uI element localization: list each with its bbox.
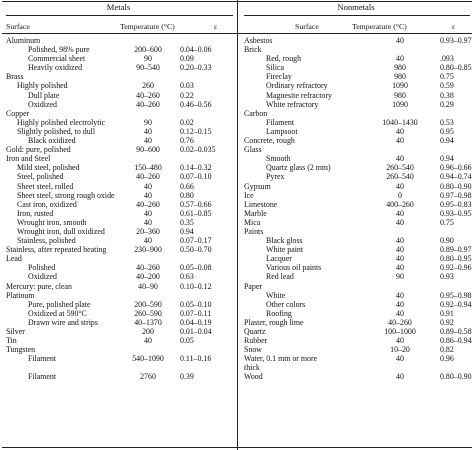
metals-temperature-cell: 40 — [144, 190, 152, 200]
nonmetals-temperature-cell: 40 — [396, 126, 404, 136]
nonmetals-surface-cell: Other colors — [266, 299, 306, 309]
nonmetals-surface-cell: Lacquer — [266, 254, 292, 264]
nonmetals-temperature-cell: 0 — [398, 190, 402, 200]
nonmetals-emissivity-cell: .093 — [440, 54, 454, 64]
metals-row — [6, 272, 234, 281]
nonmetals-row — [244, 100, 472, 109]
nonmetals-row — [244, 272, 472, 281]
nonmetals-surface-cell: Wood — [244, 372, 263, 382]
metals-temperature-cell: 200–600 — [134, 45, 162, 55]
metals-row — [6, 209, 234, 218]
nonmetals-row — [244, 191, 472, 200]
nonmetals-row — [244, 200, 472, 209]
nonmetals-row — [244, 218, 472, 227]
nonmetals-emissivity-cell: 0.38 — [440, 90, 454, 100]
metals-row — [6, 154, 234, 163]
nonmetals-surface-cell: Fireclay — [266, 72, 292, 82]
nonmetals-row — [244, 254, 472, 263]
nonmetals-temperature-cell: 40 — [396, 299, 404, 309]
nonmetals-row — [244, 91, 472, 100]
metals-row — [6, 309, 234, 318]
metals-row — [6, 200, 234, 209]
nonmetals-emissivity-cell: 0.91 — [440, 308, 454, 318]
nonmetals-temperature-cell: 40 — [396, 290, 404, 300]
metals-temperature-cell: 2760 — [140, 372, 156, 382]
nonmetals-emissivity-cell: 0.97–0.98 — [440, 190, 472, 200]
nonmetals-temperature-cell: 40 — [396, 263, 404, 273]
metals-emissivity-cell: 0.46–0.56 — [180, 99, 212, 109]
metals-row — [6, 254, 234, 263]
metals-temperature-cell: 40–260 — [136, 90, 160, 100]
nonmetals-row — [244, 127, 472, 136]
metals-surface-cell: Gold: pure, polished — [6, 145, 71, 155]
nonmetals-surface-cell: Snow — [244, 345, 262, 355]
metals-emissivity-cell: 0.63 — [180, 272, 194, 282]
metals-row — [6, 300, 234, 309]
metals-temperature-cell: 40 — [144, 181, 152, 191]
metals-temperature-cell: 260–590 — [134, 308, 162, 318]
nonmetals-temperature-cell: 90 — [396, 272, 404, 282]
metals-emissivity-cell: 0.20–0.33 — [180, 63, 212, 73]
metals-row — [6, 163, 234, 172]
nonmetals-row — [244, 372, 472, 381]
nonmetals-surface-cell: Brick — [244, 45, 262, 55]
nonmetals-emissivity-cell: 0.94 — [440, 136, 454, 146]
metals-emissivity-cell: 0.05–0.10 — [180, 299, 212, 309]
nonmetals-row — [244, 282, 472, 291]
nonmetals-row — [244, 336, 472, 345]
nonmetals-surface-cell: Ordinary refractory — [266, 81, 328, 91]
nonmetals-emissivity-cell: 0.95–0.83 — [440, 199, 472, 209]
metals-surface-cell: Stainless, polished — [17, 236, 76, 246]
nonmetals-temperature-cell: 40 — [396, 181, 404, 191]
nonmetals-temperature-cell: 980 — [394, 90, 406, 100]
metals-surface-cell: Pure, polished plate — [28, 299, 91, 309]
metals-row — [6, 354, 234, 363]
metals-surface-cell: Heavily oxidized — [28, 63, 83, 73]
metals-emissivity-cell: 0.11–0.16 — [180, 354, 212, 364]
metals-row — [6, 72, 234, 81]
metals-temperature-cell: 40 — [144, 136, 152, 146]
metals-temperature-cell: 90 — [144, 54, 152, 64]
nonmetals-temperature-cell: 40 — [396, 54, 404, 64]
nonmetals-surface-cell: Concrete, rough — [244, 136, 295, 146]
nonmetals-emissivity-cell: 0.80–0.85 — [440, 63, 472, 73]
metals-rows — [6, 36, 234, 382]
metals-row — [6, 236, 234, 245]
metals-surface-cell: Highly polished electrolytic — [17, 117, 106, 127]
metals-emissivity-cell: 0.07–0.11 — [180, 308, 212, 318]
metals-row — [6, 127, 234, 136]
nonmetals-temperature-cell: 40 — [396, 208, 404, 218]
metals-row — [6, 372, 234, 381]
nonmetals-row — [244, 172, 472, 181]
metals-temperature-header: Temperature (°C) — [120, 22, 175, 31]
metals-emissivity-cell: 0.35 — [180, 217, 194, 227]
metals-row — [6, 91, 234, 100]
nonmetals-temperature-cell: 40 — [396, 254, 404, 264]
metals-emissivity-cell: 0.02–0.035 — [180, 145, 216, 155]
metals-row — [6, 172, 234, 181]
nonmetals-row — [244, 136, 472, 145]
metals-surface-cell: Platinum — [6, 290, 35, 300]
nonmetals-surface-cell: Magnesite refractory — [266, 90, 332, 100]
metals-surface-cell: Copper — [6, 108, 30, 118]
metals-emissivity-cell: 0.66 — [180, 181, 194, 191]
nonmetals-surface-cell: Paints — [244, 226, 264, 236]
metals-surface-cell: Dull plate — [28, 90, 60, 100]
center-divider — [237, 0, 238, 450]
metals-temperature-cell: 40–260 — [136, 263, 160, 273]
metals-row — [6, 327, 234, 336]
nonmetals-temperature-cell: 400–260 — [386, 199, 414, 209]
metals-group-rule — [6, 15, 233, 16]
metals-emissivity-cell: 0.05–0.08 — [180, 263, 212, 273]
nonmetals-temperature-cell: 100–1000 — [384, 327, 416, 336]
metals-emissivity-cell: 0.22 — [180, 90, 194, 100]
metals-temperature-cell: 150–480 — [134, 163, 162, 173]
nonmetals-row — [244, 81, 472, 90]
metals-surface-cell: Polished — [28, 263, 56, 273]
nonmetals-row — [244, 36, 472, 45]
nonmetals-surface-header: Surface — [295, 22, 319, 31]
nonmetals-temperature-cell: 1090 — [392, 81, 408, 91]
metals-temperature-cell: 40–260 — [136, 199, 160, 209]
nonmetals-surface-cell: Smooth — [266, 154, 291, 164]
nonmetals-surface-cell: Paper — [244, 281, 262, 291]
metals-temperature-cell: 200–590 — [134, 299, 162, 309]
metals-surface-cell: Tungsten — [6, 345, 36, 355]
nonmetals-emissivity-cell: 0.95–0.98 — [440, 290, 472, 300]
nonmetals-temperature-cell: 980 — [394, 72, 406, 82]
metals-temperature-cell: 90–540 — [136, 63, 160, 73]
nonmetals-surface-cell: Red lead — [266, 272, 294, 282]
nonmetals-surface-cell: Marble — [244, 208, 267, 218]
nonmetals-surface-cell: Black gloss — [266, 236, 303, 246]
metals-surface-cell: Oxidized — [28, 99, 57, 109]
metals-surface-cell: Brass — [6, 72, 24, 82]
nonmetals-surface-cell: Roofing — [266, 308, 292, 318]
nonmetals-temperature-cell: 40 — [396, 308, 404, 318]
metals-surface-cell: Filament — [28, 372, 57, 382]
nonmetals-surface-cell: White — [266, 290, 286, 300]
metals-row — [6, 263, 234, 272]
metals-emissivity-cell: 0.57–0.66 — [180, 199, 212, 209]
metals-temperature-cell: 40 — [144, 236, 152, 246]
nonmetals-emissivity-cell: 0.92 — [440, 317, 454, 327]
nonmetals-emissivity-cell: 0.95 — [440, 126, 454, 136]
nonmetals-row — [244, 63, 472, 72]
nonmetals-temperature-cell: 1090 — [392, 99, 408, 109]
metals-row — [6, 63, 234, 72]
metals-emissivity-cell: 0.80 — [180, 190, 194, 200]
nonmetals-emissivity-cell: 0.75 — [440, 72, 454, 82]
metals-surface-cell: Filament — [28, 354, 57, 364]
metals-row — [6, 136, 234, 145]
nonmetals-row — [244, 209, 472, 218]
metals-surface-cell: Aluminum — [6, 36, 41, 45]
metals-row — [6, 345, 234, 354]
metals-surface-cell: Wrought iron, smooth — [17, 217, 87, 227]
metals-surface-cell: Sheet steel, rolled — [17, 181, 74, 191]
nonmetals-emissivity-cell: 0.80–0.95 — [440, 254, 472, 264]
nonmetals-row — [244, 318, 472, 327]
nonmetals-row — [244, 145, 472, 154]
nonmetals-row — [244, 154, 472, 163]
metals-emissivity-cell: 0.04–0.06 — [180, 45, 212, 55]
nonmetals-row — [244, 300, 472, 309]
nonmetals-surface-cell: Limestone — [244, 199, 278, 209]
bottom-rule — [2, 447, 472, 448]
nonmetals-temperature-cell: 40 — [396, 217, 404, 227]
header-rule — [2, 33, 472, 34]
metals-surface-cell: Mild steel, polished — [17, 163, 80, 173]
metals-emissivity-cell: 0.07–0.17 — [180, 236, 212, 246]
nonmetals-surface-cell: Filament — [266, 117, 295, 127]
metals-temperature-cell: 40–90 — [138, 281, 158, 291]
metals-emissivity-header: ε — [214, 22, 218, 31]
nonmetals-temperature-cell: 40 — [396, 372, 404, 382]
nonmetals-temperature-cell: 260–540 — [386, 163, 414, 173]
metals-emissivity-cell: 0.12–0.15 — [180, 126, 212, 136]
nonmetals-rows — [244, 36, 472, 382]
nonmetals-surface-cell: Plaster, rough lime — [244, 317, 304, 327]
nonmetals-temperature-cell: 40 — [396, 245, 404, 255]
metals-surface-cell: Silver — [6, 327, 25, 336]
metals-row — [6, 81, 234, 90]
nonmetals-group-header: Nonmetals — [337, 2, 375, 12]
nonmetals-surface-cell: Glass — [244, 145, 262, 155]
nonmetals-emissivity-cell: 0.92–0.96 — [440, 263, 472, 273]
metals-row — [6, 100, 234, 109]
metals-row — [6, 109, 234, 118]
metals-temperature-cell: 40–200 — [136, 272, 160, 282]
metals-temperature-cell: 540–1090 — [132, 354, 164, 364]
nonmetals-surface-cell: Silica — [266, 63, 284, 73]
nonmetals-row — [244, 263, 472, 272]
metals-emissivity-cell: 0.05 — [180, 336, 194, 346]
nonmetals-emissivity-cell: 0.94 — [440, 154, 454, 164]
nonmetals-surface-cell: Asbestos — [244, 36, 273, 45]
nonmetals-surface-cell: Quartz glass (2 mm) — [266, 163, 331, 173]
metals-temperature-cell: 40–1370 — [134, 317, 162, 327]
metals-row — [6, 336, 234, 345]
metals-emissivity-cell: 0.04–0.19 — [180, 317, 212, 327]
nonmetals-surface-cell: Quartz — [244, 327, 266, 336]
metals-temperature-cell: 40–260 — [136, 99, 160, 109]
nonmetals-temperature-cell: 1040–1430 — [382, 117, 418, 127]
metals-row — [6, 282, 234, 291]
nonmetals-emissivity-cell: 0.90 — [440, 236, 454, 246]
nonmetals-emissivity-cell: 0.75 — [440, 217, 454, 227]
metals-surface-cell: Oxidized — [28, 272, 57, 282]
metals-temperature-cell: 90 — [144, 117, 152, 127]
nonmetals-emissivity-cell: 0.94–0.74 — [440, 172, 472, 182]
metals-emissivity-cell: 0.14–0.32 — [180, 163, 212, 173]
nonmetals-emissivity-cell: 0.89–0.58 — [440, 327, 472, 336]
nonmetals-row — [244, 118, 472, 127]
metals-row — [6, 182, 234, 191]
nonmetals-surface-cell: Water, 0.1 mm or more — [244, 354, 318, 364]
metals-temperature-cell: 40–260 — [136, 172, 160, 182]
metals-row — [6, 145, 234, 154]
nonmetals-row — [244, 72, 472, 81]
nonmetals-surface-cell: Gypsum — [244, 181, 271, 191]
metals-row — [6, 45, 234, 54]
metals-temperature-cell: 40 — [144, 336, 152, 346]
nonmetals-temperature-cell: 40 — [396, 136, 404, 146]
nonmetals-temperature-cell: 10–20 — [390, 345, 410, 355]
nonmetals-row — [244, 309, 472, 318]
metals-row — [6, 318, 234, 327]
metals-surface-cell: Polished, 98% pure — [28, 45, 90, 55]
metals-row — [6, 227, 234, 236]
nonmetals-temperature-cell: 40 — [396, 236, 404, 246]
nonmetals-row — [244, 345, 472, 354]
metals-row — [6, 118, 234, 127]
metals-temperature-cell: 200 — [142, 327, 154, 336]
metals-emissivity-cell: 0.76 — [180, 136, 194, 146]
metals-surface-header: Surface — [6, 22, 30, 31]
nonmetals-group-rule — [244, 15, 470, 16]
nonmetals-surface-cell: White refractory — [266, 99, 319, 109]
metals-temperature-cell: 40 — [144, 208, 152, 218]
metals-surface-cell: Slightly polished, to dull — [17, 126, 96, 136]
nonmetals-emissivity-cell: 0.86–0.94 — [440, 336, 472, 346]
metals-group-header: Metals — [106, 2, 131, 12]
metals-row — [6, 36, 234, 45]
metals-surface-cell: Cast iron, oxidized — [17, 199, 77, 209]
nonmetals-emissivity-cell: 0.93–0.95 — [440, 208, 472, 218]
nonmetals-surface-cell: Various oil paints — [266, 263, 322, 273]
nonmetals-emissivity-cell: 0.82 — [440, 345, 454, 355]
metals-temperature-cell: 90–600 — [136, 145, 160, 155]
metals-surface-cell: Oxidized at 590°C — [28, 308, 87, 318]
nonmetals-surface-cell: Mica — [244, 217, 261, 227]
nonmetals-row — [244, 227, 472, 236]
metals-surface-cell: Black oxidized — [28, 136, 76, 146]
metals-emissivity-cell: 0.09 — [180, 54, 194, 64]
nonmetals-emissivity-cell: 0.29 — [440, 99, 454, 109]
metals-surface-cell: Tin — [6, 336, 17, 346]
metals-row — [6, 363, 234, 372]
metals-row — [6, 245, 234, 254]
nonmetals-row — [244, 291, 472, 300]
nonmetals-emissivity-cell: 0.80–0.90 — [440, 181, 472, 191]
nonmetals-row — [244, 245, 472, 254]
nonmetals-surface-cell: Red, rough — [266, 54, 302, 64]
metals-surface-cell: Lead — [6, 254, 22, 264]
nonmetals-emissivity-cell: 0.92–0.94 — [440, 299, 472, 309]
metals-row — [6, 191, 234, 200]
nonmetals-temperature-header: Temperature (°C) — [352, 22, 407, 31]
nonmetals-row — [244, 54, 472, 63]
nonmetals-row — [244, 45, 472, 54]
metals-surface-cell: Drawn wire and strips — [28, 317, 98, 327]
nonmetals-surface-cell: White paint — [266, 245, 304, 255]
metals-emissivity-cell: 0.61–0.85 — [180, 208, 212, 218]
nonmetals-surface-cell: Lampsoot — [266, 126, 298, 136]
nonmetals-row — [244, 363, 472, 372]
metals-row — [6, 218, 234, 227]
nonmetals-temperature-cell: 980 — [394, 63, 406, 73]
nonmetals-temperature-cell: 260–540 — [386, 172, 414, 182]
metals-emissivity-cell: 0.10–0.12 — [180, 281, 212, 291]
metals-emissivity-cell: 0.94 — [180, 226, 194, 236]
metals-emissivity-cell: 0.39 — [180, 372, 194, 382]
nonmetals-temperature-cell: 40 — [396, 154, 404, 164]
metals-row — [6, 291, 234, 300]
nonmetals-row — [244, 236, 472, 245]
nonmetals-surface-cell: Pyrex — [266, 172, 285, 182]
nonmetals-emissivity-header: ε — [452, 22, 456, 31]
nonmetals-emissivity-cell: 0.96 — [440, 354, 454, 364]
nonmetals-row — [244, 109, 472, 118]
metals-surface-cell: Highly polished — [17, 81, 68, 91]
nonmetals-temperature-cell: 40 — [396, 36, 404, 45]
metals-emissivity-cell: 0.50–0.70 — [180, 245, 212, 255]
metals-surface-cell: Mercury: pure, clean — [6, 281, 72, 291]
metals-surface-cell: Sheet steel, strong rough oxide — [17, 190, 115, 200]
nonmetals-emissivity-cell: 0.59 — [440, 81, 454, 91]
nonmetals-surface-cell: Carbon — [244, 108, 268, 118]
metals-temperature-cell: 40 — [144, 126, 152, 136]
metals-surface-cell: Stainless, after repeated heating — [6, 245, 107, 255]
metals-surface-cell: Steel, polished — [17, 172, 64, 182]
metals-emissivity-cell: 0.07–0.10 — [180, 172, 212, 182]
metals-emissivity-cell: 0.03 — [180, 81, 194, 91]
metals-temperature-cell: 260 — [142, 81, 154, 91]
metals-row — [6, 54, 234, 63]
metals-surface-cell: Iron and Steel — [6, 154, 51, 164]
metals-surface-cell: Iron, rusted — [17, 208, 54, 218]
nonmetals-emissivity-cell: 0.80–0.90 — [440, 372, 472, 382]
metals-temperature-cell: 20–360 — [136, 226, 160, 236]
metals-surface-cell: Wrought iron, dull oxidized — [17, 226, 105, 236]
nonmetals-surface-cell: thick — [244, 363, 260, 373]
nonmetals-row — [244, 354, 472, 363]
nonmetals-emissivity-cell: 0.96–0.66 — [440, 163, 472, 173]
nonmetals-temperature-cell: 40 — [396, 336, 404, 346]
metals-emissivity-cell: 0.01–0.04 — [180, 327, 212, 336]
nonmetals-emissivity-cell: 0.93–0.97 — [440, 36, 472, 45]
nonmetals-row — [244, 327, 472, 336]
metals-surface-cell: Commercial sheet — [28, 54, 86, 64]
nonmetals-surface-cell: Rubber — [244, 336, 268, 346]
nonmetals-emissivity-cell: 0.93 — [440, 272, 454, 282]
metals-temperature-cell: 40 — [144, 217, 152, 227]
nonmetals-row — [244, 182, 472, 191]
nonmetals-temperature-cell: 40–260 — [388, 317, 412, 327]
nonmetals-row — [244, 163, 472, 172]
nonmetals-temperature-cell: 40 — [396, 354, 404, 364]
nonmetals-emissivity-cell: 0.53 — [440, 117, 454, 127]
metals-temperature-cell: 230–900 — [134, 245, 162, 255]
nonmetals-surface-cell: Ice — [244, 190, 254, 200]
metals-emissivity-cell: 0.02 — [180, 117, 194, 127]
nonmetals-emissivity-cell: 0.89–0.97 — [440, 245, 472, 255]
